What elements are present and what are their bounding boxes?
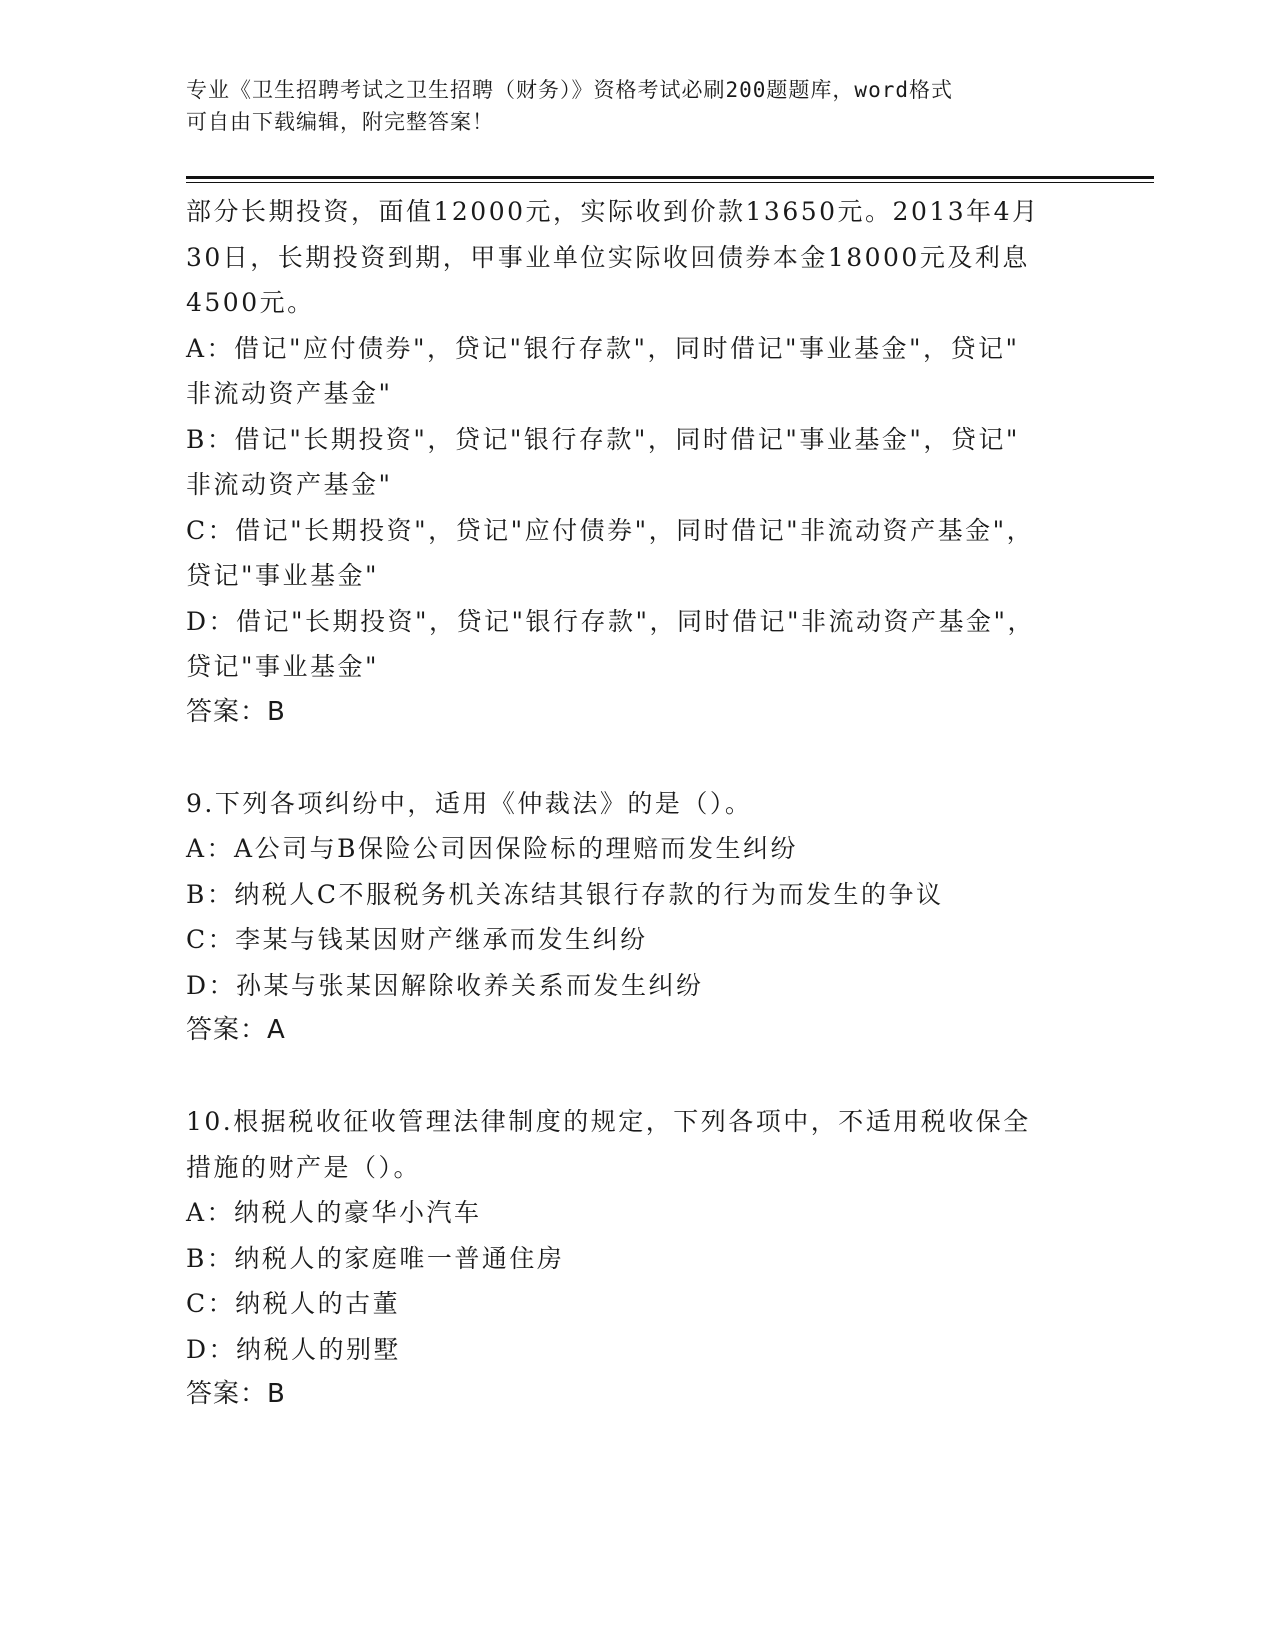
question-10-stem-line-1: 10.根据税收征收管理法律制度的规定，下列各项中，不适用税收保全: [186, 1107, 1031, 1136]
question-9-option-d: D：孙某与张某因解除收养关系而发生纠纷: [186, 970, 704, 1000]
question-8-answer: 答案：B: [186, 696, 286, 727]
question-10-stem-line-2: 措施的财产是（）。: [186, 1152, 422, 1182]
question-8-option-c-line-1: C：借记"长期投资"，贷记"应付债券"，同时借记"非流动资产基金"，: [186, 515, 1035, 545]
question-8-option-d-line-2: 贷记"事业基金": [186, 652, 379, 681]
question-9-answer: 答案：A: [186, 1015, 286, 1045]
question-8-option-a-line-2: 非流动资产基金": [186, 379, 393, 408]
question-10-option-c: C：纳税人的古董: [186, 1289, 401, 1318]
question-8-stem-line-3: 4500元。: [186, 288, 315, 317]
question-10: [186, 1099, 1086, 1418]
question-8: [186, 189, 1086, 735]
question-8-option-d-line-1: D：借记"长期投资"，贷记"银行存款"，同时借记"非流动资产基金"，: [186, 606, 1036, 636]
question-10-option-a: A：纳税人的豪华小汽车: [186, 1198, 482, 1227]
question-8-stem-line-2: 30日，长期投资到期，甲事业单位实际收回债券本金18000元及利息: [186, 242, 1030, 272]
question-8-option-c-line-2: 贷记"事业基金": [186, 561, 379, 590]
question-8-stem-line-1: 部分长期投资，面值12000元，实际收到价款13650元。2013年4月: [186, 197, 1040, 226]
question-10-option-b: B：纳税人的家庭唯一普通住房: [186, 1243, 565, 1273]
question-8-option-b-line-2: 非流动资产基金": [186, 470, 393, 499]
question-8-option-b-line-1: B：借记"长期投资"，贷记"银行存款"，同时借记"事业基金"，贷记": [186, 424, 1020, 454]
header-title-line-2: 可自由下载编辑，附完整答案！: [186, 110, 494, 134]
question-10-answer: 答案：B: [186, 1379, 286, 1409]
question-8-option-a-line-1: A：借记"应付债券"，贷记"银行存款"，同时借记"事业基金"，贷记": [186, 333, 1020, 363]
question-10-option-d: D：纳税人的别墅: [186, 1334, 402, 1364]
question-spacer: [186, 1054, 1086, 1100]
header-divider-thin: [186, 182, 1154, 183]
question-spacer: [186, 735, 1086, 781]
document-body: [186, 189, 1086, 1418]
question-9: [186, 781, 1086, 1054]
question-9-option-a: A：A公司与B保险公司因保险标的理赔而发生纠纷: [186, 834, 798, 863]
document-header: [186, 74, 1066, 138]
header-divider-thick: [186, 176, 1154, 179]
question-9-stem: 9.下列各项纠纷中，适用《仲裁法》的是（）。: [186, 788, 753, 818]
question-9-option-b: B：纳税人C不服税务机关冻结其银行存款的行为而发生的争议: [186, 879, 944, 909]
header-title-line-1: 专业《卫生招聘考试之卫生招聘（财务）》资格考试必刷200题题库，word格式: [186, 78, 953, 102]
question-9-option-c: C：李某与钱某因财产继承而发生纠纷: [186, 925, 648, 954]
